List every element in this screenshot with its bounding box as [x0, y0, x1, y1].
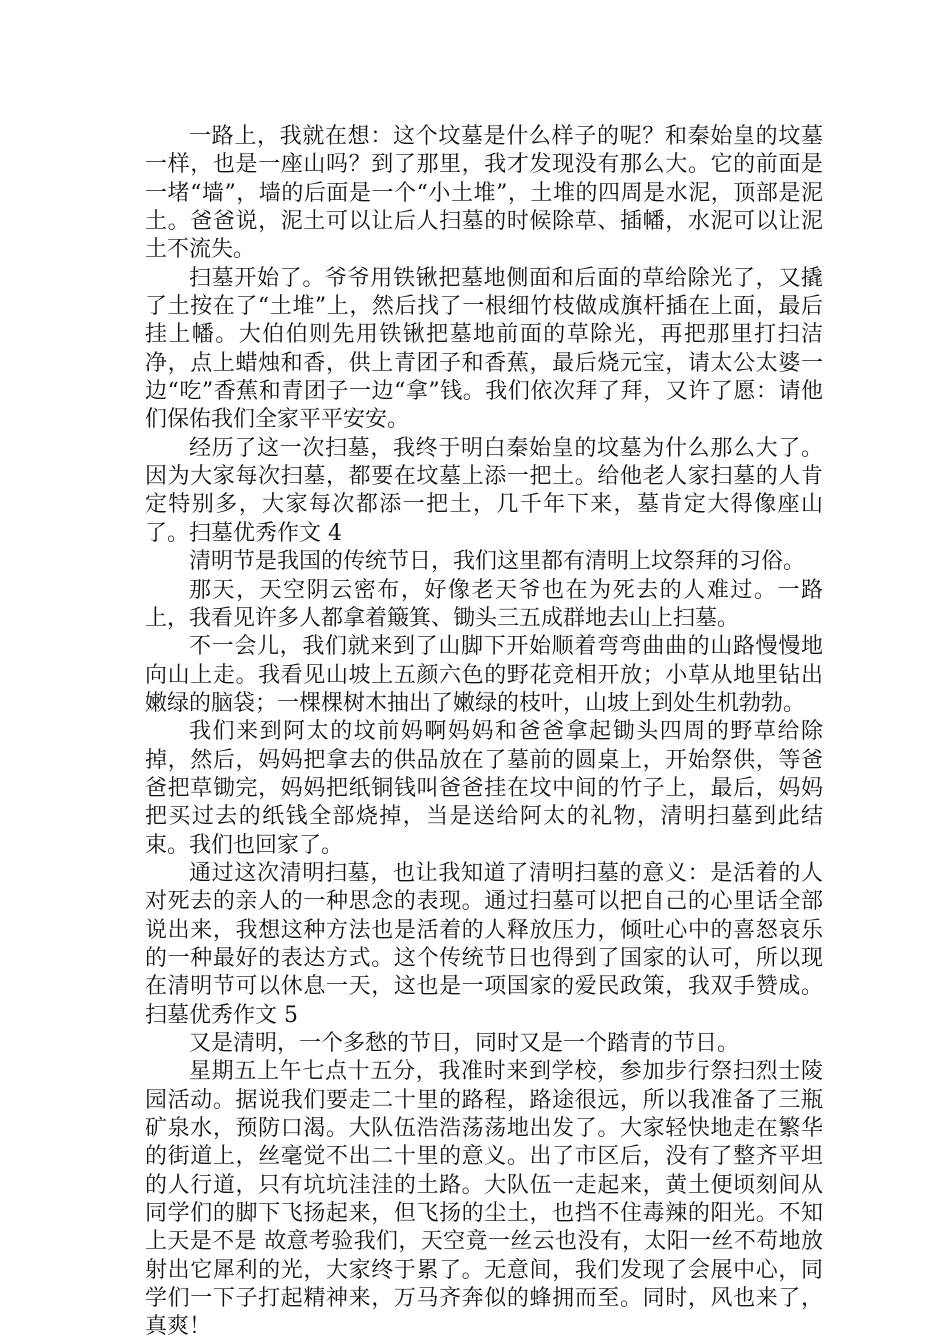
- paragraph: 星期五上午七点十五分，我准时来到学校，参加步行祭扫烈士陵园活动。据说我们要走二十里的路程，路途很远，所以我准备了三瓶矿泉水，预防口渴。大队伍浩浩荡荡地出发了。大家轻快地走在繁华的街道上，丝毫觉不出二十里的意义。出了市区后，没有了整齐平坦的人行道，只有坑坑洼洼的土路。大队伍一走起来，黄土便顷刻间从同学们的脚下飞扬起来，但飞扬的尘土，也挡不住毒辣的阳光。不知上天是不是 故意考验我们，天空竟一丝云也没有，太阳一丝不苟地放射出它犀利的光，大家终于累了。无意间，我们发现了会展中心，同学们一下子打起精神来，万马齐奔似的蜂拥而至。同时，风也来了，真爽！: [145, 1059, 823, 1340]
- paragraph: 通过这次清明扫墓，也让我知道了清明扫墓的意义：是活着的人对死去的亲人的一种思念的表现。通过扫墓可以把自己的心里话全部说出来，我想这种方法也是活着的人释放压力，倾吐心中的喜怒哀乐的一种最好的表达方式。这个传统节日也得到了国家的认可，所以现在清明节可以休息一天，这也是一项国家的爱民政策，我双手赞成。扫墓优秀作文 5: [145, 860, 823, 1028]
- paragraph: 一路上，我就在想：这个坟墓是什么样子的呢？和秦始皇的坟墓一样，也是一座山吗？到了那里，我才发现没有那么大。它的前面是一堵“墙”，墙的后面是一个“小土堆”，土堆的四周是水泥，顶部是泥土。爸爸说，泥土可以让后人扫墓的时候除草、插幡，水泥可以让泥土不流失。: [145, 124, 823, 263]
- paragraph: 清明节是我国的传统节日，我们这里都有清明上坟祭拜的习俗。: [189, 549, 806, 575]
- paragraph: 扫墓开始了。爷爷用铁锹把墓地侧面和后面的草给除光了，又撬了土按在了“土堆”上，然后找了一根细竹枝做成旗杆插在上面，最后挂上幡。大伯伯则先用铁锹把墓地前面的草除光，再把那里打扫洁净，点上蜡烛和香，供上青团子和香蕉，最后烧元宝，请太公太婆一边“吃”香蕉和青团子一边“拿”钱。我们依次拜了拜，又许了愿：请他们保佑我们全家平平安安。: [145, 265, 823, 433]
- paragraph: 我们来到阿太的坟前妈啊妈妈和爸爸拿起锄头四周的野草给除掉，然后，妈妈把拿去的供品放在了墓前的圆桌上，开始祭供，等爸爸把草锄完，妈妈把纸铜钱叫爸爸挂在坟中间的竹子上，最后，妈妈把买过去的纸钱全部烧掉，当是送给阿太的礼物，清明扫墓到此结束。我们也回家了。: [145, 719, 823, 858]
- paragraph: 经历了这一次扫墓，我终于明白秦始皇的坟墓为什么那么大了。因为大家每次扫墓，都要在坟墓上添一把土。给他老人家扫墓的人肯定特别多，大家每次都添一把土，几千年下来，墓肯定大得像座山了。扫墓优秀作文 4: [145, 435, 823, 546]
- paragraph: 不一会儿，我们就来到了山脚下开始顺着弯弯曲曲的山路慢慢地向山上走。我看见山坡上五颜六色的野花竞相开放；小草从地里钻出嫩绿的脑袋；一棵棵树木抽出了嫩绿的枝叶，山坡上到处生机勃勃。: [145, 634, 823, 716]
- paragraph: 又是清明，一个多愁的节日，同时又是一个踏青的节日。: [189, 1031, 740, 1056]
- paragraph: 那天，天空阴云密布，好像老天爷也在为死去的人难过。一路上，我看见许多人都拿着簸箕、锄头三五成群地去山上扫墓。: [145, 577, 823, 631]
- essay-body: [145, 123, 823, 1342]
